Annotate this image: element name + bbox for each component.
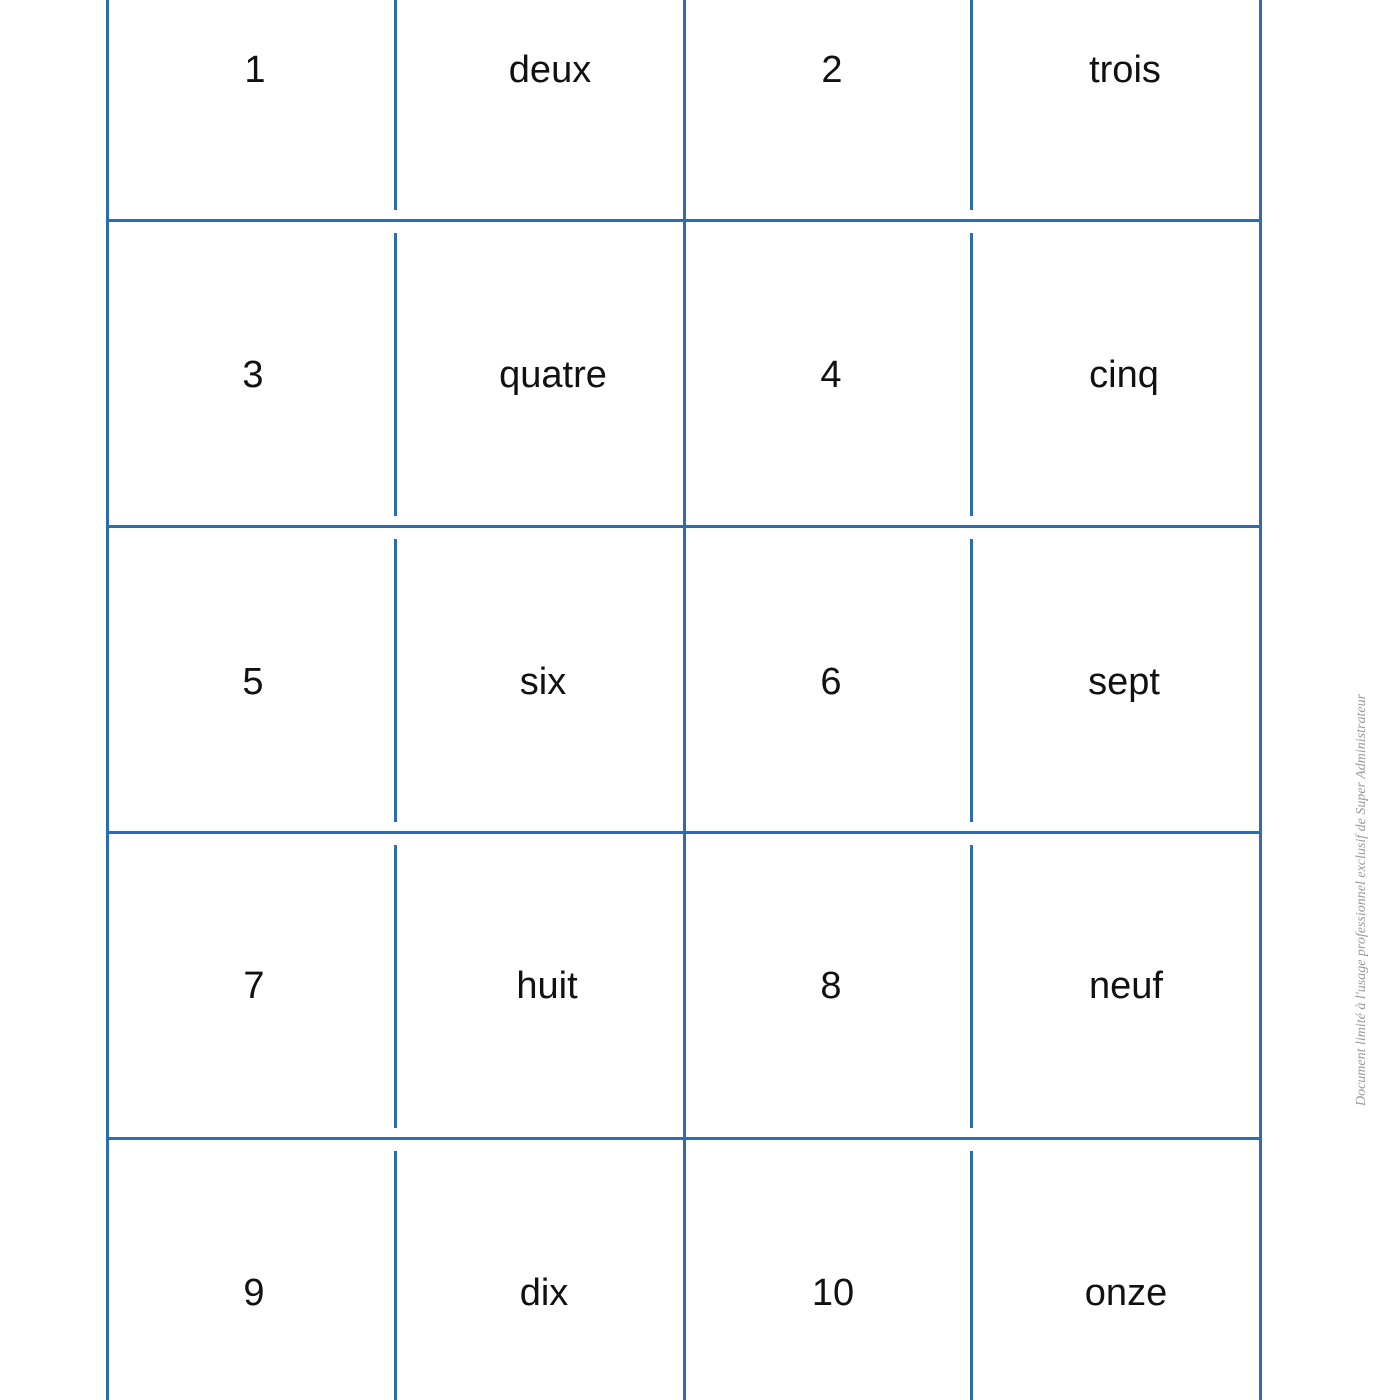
domino-2-word: trois [1089, 49, 1161, 91]
grid-line-right [1259, 0, 1262, 1400]
domino-8-word: neuf [1089, 965, 1163, 1007]
usage-watermark: Document limité à l'usage professionnel exclusif de Super Administrateur [1354, 693, 1369, 1107]
domino-divider [970, 845, 973, 1128]
domino-divider [394, 0, 397, 210]
grid-line-left [106, 0, 109, 1400]
domino-9-number: 9 [243, 1272, 265, 1314]
domino-7-word: huit [516, 965, 578, 1007]
domino-divider [394, 539, 397, 822]
domino-2-number: 2 [821, 49, 843, 91]
domino-divider [970, 233, 973, 516]
row-separator [106, 525, 1262, 528]
domino-6-word: sept [1088, 661, 1160, 703]
domino-10-word: onze [1084, 1272, 1168, 1314]
domino-1-number: 1 [244, 49, 266, 91]
domino-divider [970, 1151, 973, 1400]
grid-line-center [683, 0, 686, 1400]
domino-divider [970, 0, 973, 210]
row-separator [106, 831, 1262, 834]
domino-6-number: 6 [820, 661, 842, 703]
domino-10-number: 10 [811, 1272, 855, 1314]
domino-divider [394, 1151, 397, 1400]
row-separator [106, 1137, 1262, 1140]
domino-9-word: dix [519, 1272, 569, 1314]
domino-divider [970, 539, 973, 822]
domino-8-number: 8 [820, 965, 842, 1007]
domino-7-number: 7 [243, 965, 265, 1007]
domino-3-word: quatre [499, 354, 607, 396]
domino-4-number: 4 [820, 354, 842, 396]
domino-divider [394, 845, 397, 1128]
domino-4-word: cinq [1089, 354, 1159, 396]
domino-1-word: deux [508, 49, 592, 91]
domino-3-number: 3 [242, 354, 264, 396]
domino-5-number: 5 [242, 661, 264, 703]
domino-divider [394, 233, 397, 516]
row-separator [106, 219, 1262, 222]
domino-5-word: six [519, 661, 567, 703]
